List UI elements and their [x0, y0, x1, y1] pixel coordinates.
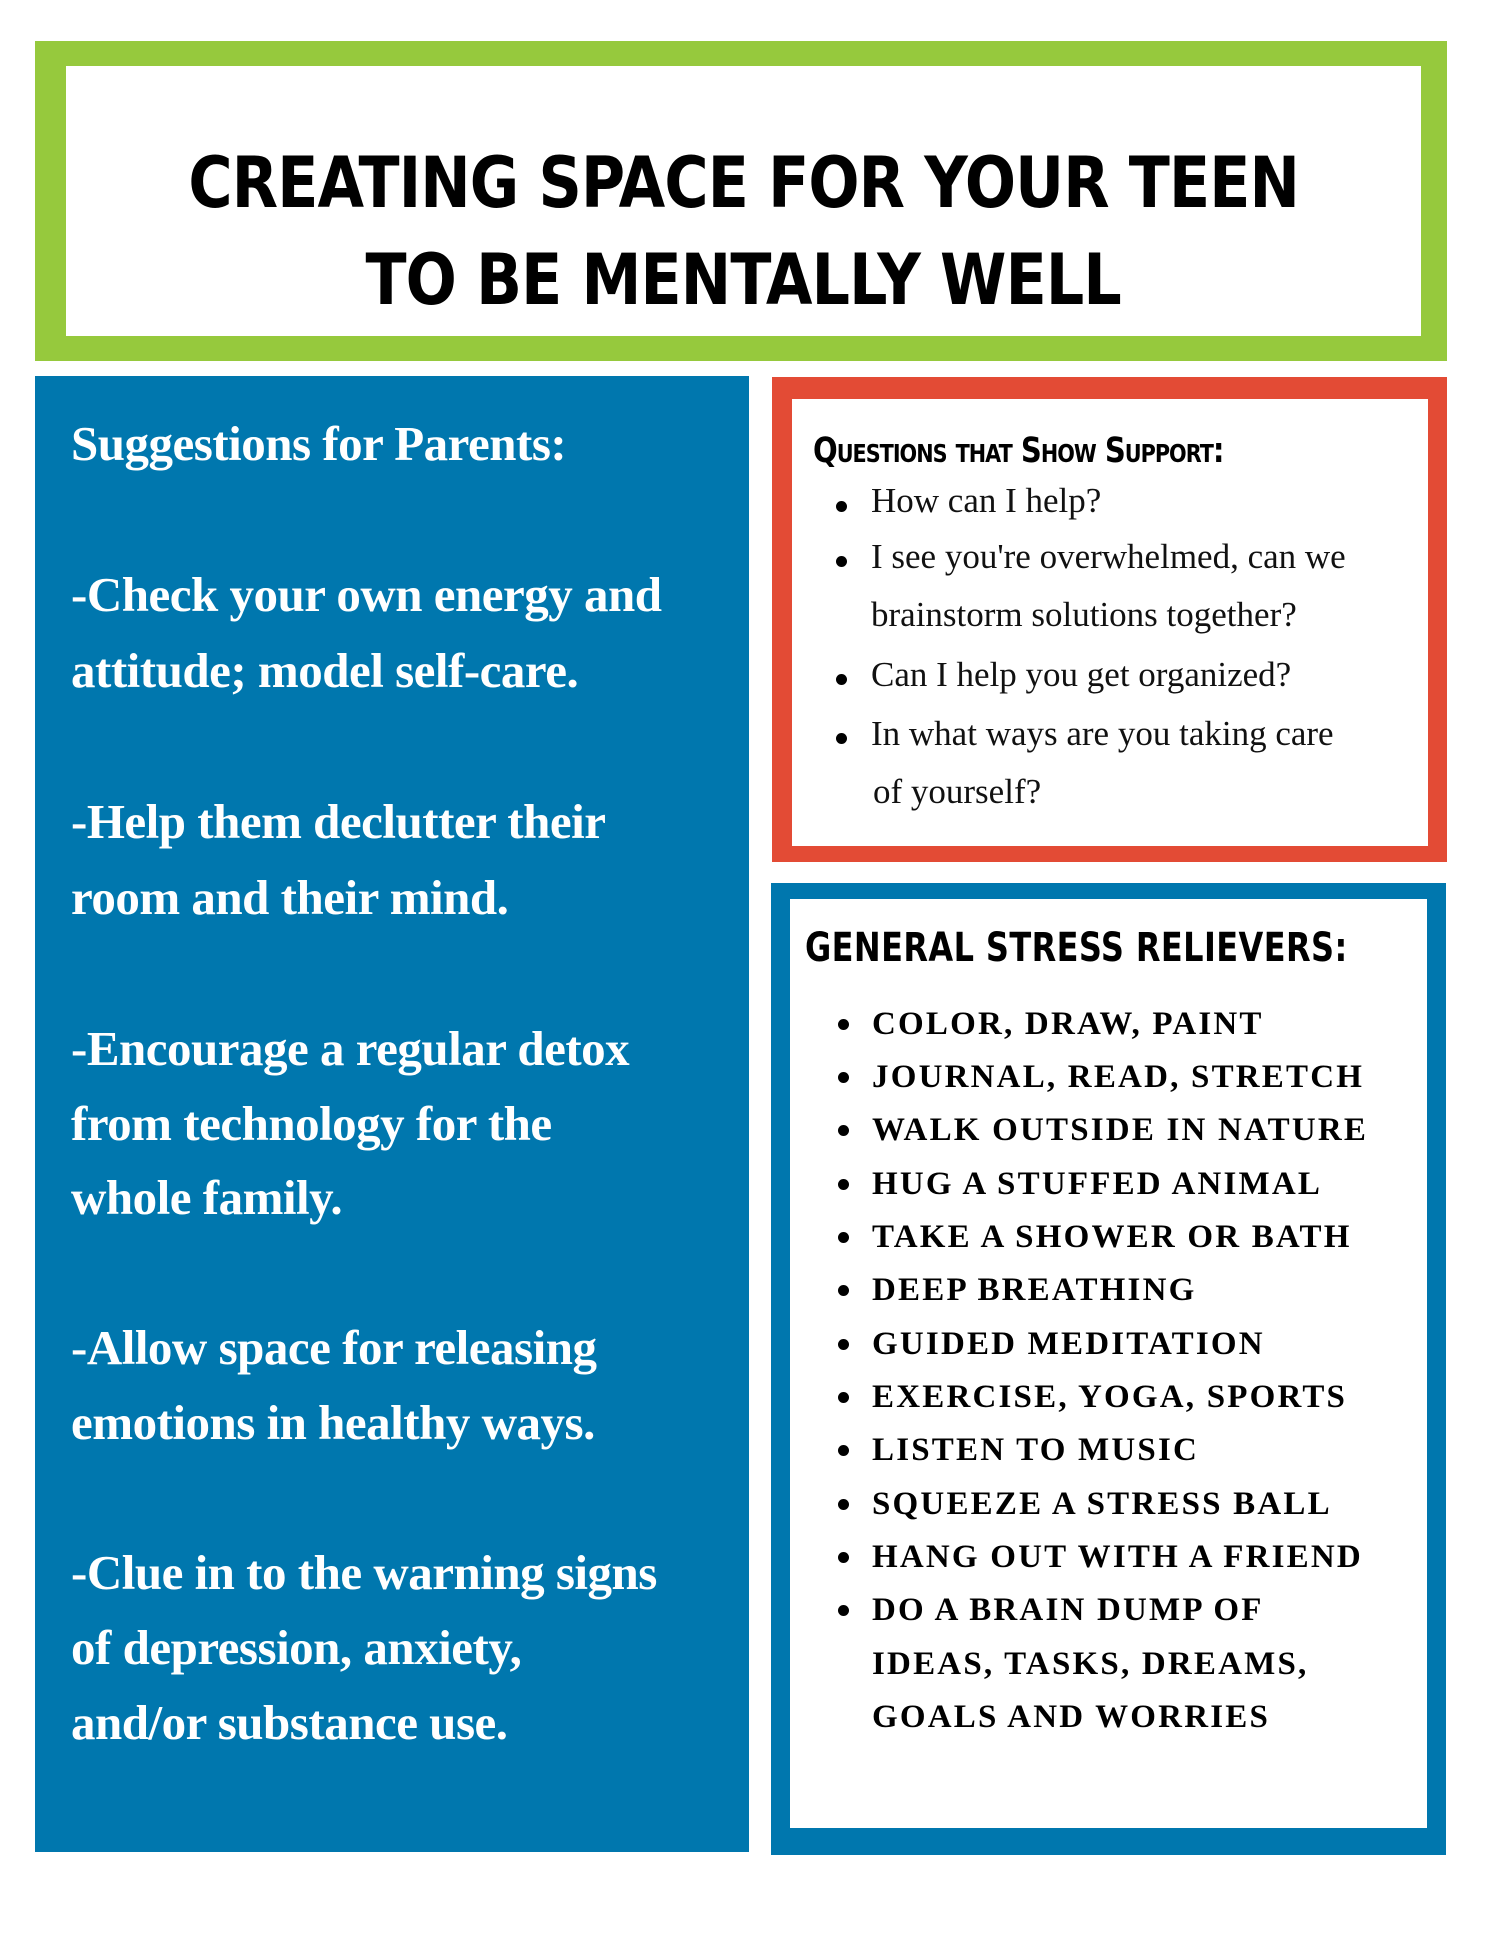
page-title-text-1: CREATING SPACE FOR YOUR TEEN [188, 142, 1299, 224]
question-2-line-2: brainstorm solutions together? [871, 595, 1297, 634]
bullet-icon [836, 501, 847, 512]
question-2-line-1: I see you're overwhelmed, can we [871, 537, 1346, 576]
reliever-10: SQUEEZE A STRESS BALL [872, 1486, 1332, 1522]
bullet-icon [838, 1339, 849, 1350]
suggestion-5-line-1: -Clue in to the warning signs [71, 1545, 657, 1600]
bullet-icon [838, 1232, 849, 1243]
question-4-line-2: of yourself? [873, 772, 1042, 811]
bullet-icon [836, 674, 847, 685]
bullet-icon [838, 1019, 849, 1030]
support-questions-heading-text: Questions that Show Support: [813, 431, 1224, 471]
suggestion-4-line-2: emotions in healthy ways. [71, 1395, 595, 1450]
suggestion-4-line-1: -Allow space for releasing [71, 1320, 597, 1375]
parents-heading: Suggestions for Parents: [71, 416, 567, 471]
reliever-12-line-2: IDEAS, TASKS, DREAMS, [872, 1646, 1309, 1682]
suggestion-1-line-2: attitude; model self-care. [71, 643, 579, 698]
reliever-11: HANG OUT WITH A FRIEND [872, 1539, 1363, 1575]
suggestion-3-line-3: whole family. [71, 1170, 343, 1225]
suggestion-3-line-2: from technology for the [71, 1096, 552, 1151]
reliever-3: WALK OUTSIDE IN NATURE [872, 1112, 1369, 1148]
bullet-icon [838, 1552, 849, 1563]
bullet-icon [838, 1499, 849, 1510]
page-title-line-1 [66, 142, 1421, 224]
bullet-icon [836, 733, 847, 744]
support-questions-heading [813, 431, 1308, 471]
bullet-icon [838, 1392, 849, 1403]
page-title-text-2: TO BE MENTALLY WELL [365, 239, 1122, 321]
reliever-6: DEEP BREATHING [872, 1272, 1197, 1308]
bullet-icon [836, 556, 847, 567]
support-questions-inner [792, 399, 1428, 846]
support-questions-box [772, 377, 1447, 862]
parents-suggestions-panel [35, 376, 749, 1852]
bullet-icon [838, 1285, 849, 1296]
bullet-icon [838, 1445, 849, 1456]
reliever-12-line-3: GOALS AND WORRIES [872, 1699, 1271, 1735]
stress-relievers-heading [805, 926, 1483, 970]
reliever-1: COLOR, DRAW, PAINT [872, 1006, 1264, 1042]
stress-relievers-heading-text: GENERAL STRESS RELIEVERS: [805, 925, 1348, 971]
stress-relievers-inner [790, 899, 1427, 1828]
question-1-line-1: How can I help? [871, 481, 1102, 520]
reliever-8: EXERCISE, YOGA, SPORTS [872, 1379, 1348, 1415]
bullet-icon [838, 1125, 849, 1136]
suggestion-1-line-1: -Check your own energy and [71, 567, 662, 622]
reliever-5: TAKE A SHOWER OR BATH [872, 1219, 1352, 1255]
suggestion-2-line-2: room and their mind. [71, 870, 509, 925]
bullet-icon [838, 1179, 849, 1190]
reliever-4: HUG A STUFFED ANIMAL [872, 1166, 1323, 1202]
reliever-2: JOURNAL, READ, STRETCH [872, 1059, 1365, 1095]
title-banner [35, 41, 1447, 361]
question-4-line-1: In what ways are you taking care [871, 714, 1334, 753]
reliever-9: LISTEN TO MUSIC [872, 1432, 1200, 1468]
reliever-7: GUIDED MEDITATION [872, 1326, 1265, 1362]
bullet-icon [838, 1072, 849, 1083]
suggestion-5-line-3: and/or substance use. [71, 1695, 508, 1750]
suggestion-5-line-2: of depression, anxiety, [71, 1620, 522, 1675]
suggestion-3-line-1: -Encourage a regular detox [71, 1021, 630, 1076]
question-3-line-1: Can I help you get organized? [871, 655, 1292, 694]
stress-relievers-box [771, 883, 1446, 1855]
page-title-line-2 [66, 239, 1421, 321]
bullet-icon [838, 1605, 849, 1616]
title-banner-inner [66, 66, 1421, 336]
suggestion-2-line-1: -Help them declutter their [71, 794, 606, 849]
reliever-12-line-1: DO A BRAIN DUMP OF [872, 1592, 1264, 1628]
